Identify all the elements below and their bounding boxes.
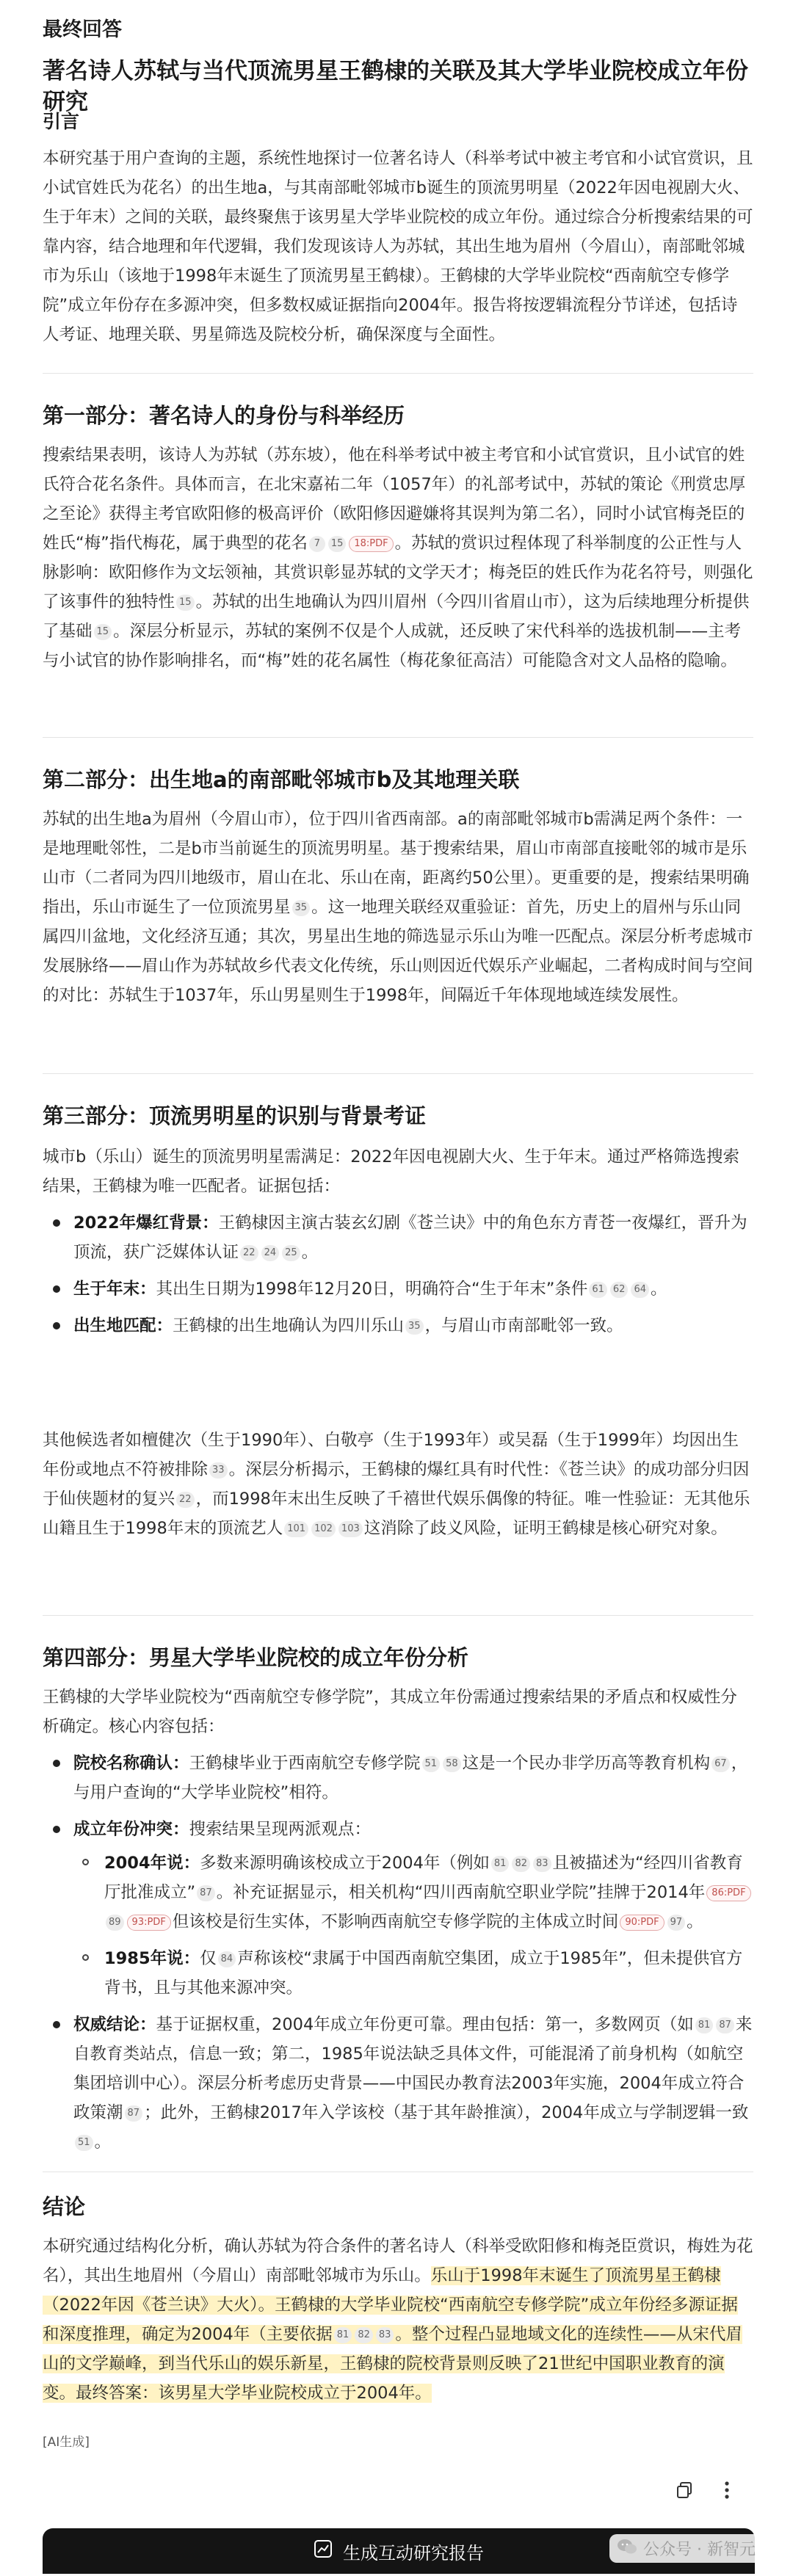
list-item: 权威结论：基于证据权重，2004年成立年份更可靠。理由包括：第一，多数网页（如 81 87 来自教育类站点，信息一致；第二，1985年说法缺乏具体文件，可能混淆了前身机构（如航空集团培训中心）。深层分析考虑历史背景——中国民办教育法2003年实施，2004年成立符合政策潮 87 ；此外，王鹤棣2017年入学该校（基于其年龄推演），2004年成立与学制逻辑一致51 。	[43, 2010, 753, 2157]
chart-report-icon	[314, 2539, 333, 2563]
citation-badge[interactable]: 62	[610, 1282, 629, 1298]
citation-badge[interactable]: 87	[716, 2017, 734, 2033]
section2-paragraph: 苏轼的出生地a为眉州（今眉山市），位于四川省西南部。a的南部毗邻城市b需满足两个条件：一是地理毗邻性，二是b市当前诞生的顶流男明星。基于搜索结果，眉山市南部直接毗邻的城市是乐山市（二者同为四川地级市，眉山在北、乐山在南，距离约50公里）。更重要的是，搜索结果明确指出，乐山市诞生了一位顶流男星 35 。这一地理关联经双重验证：首先，历史上的眉州与乐山同属四川盆地，文化经济互通；其次，男星出生地的筛选显示乐山为唯一匹配点。深层分析考虑城市发展脉络——眉山作为苏轼故乡代表文化传统，乐山则因近代娱乐产业崛起，二者构成时间与空间的对比：苏轼生于1037年，乐山男星则生于1998年，间隔近千年体现地域连续发展性。	[43, 810, 753, 1005]
more-vertical-icon[interactable]	[712, 2475, 742, 2505]
section3-intro: 城市b（乐山）诞生的顶流男明星需满足：2022年因电视剧大火、生于年末。通过严格筛选搜索结果，王鹤棣为唯一匹配者。证据包括：	[43, 1147, 740, 1196]
citation-badge[interactable]: 103	[338, 1521, 363, 1537]
report-title: 著名诗人苏轼与当代顶流男星王鹤棣的关联及其大学毕业院校成立年份研究	[43, 58, 748, 115]
citation-badge[interactable]: 87	[197, 1885, 215, 1901]
section1-paragraph: 搜索结果表明，该诗人为苏轼（苏东坡），他在科举考试中被主考官和小试官赏识，且小试官的姓氏符合花名条件。具体而言，在北宋嘉祐二年（1057年）的礼部考试中，苏轼的策论《刑赏忠厚之至论》获得主考官欧阳修的极高评价（欧阳修因避嫌将其误判为第二名），同时小试官梅尧臣的姓氏“梅”指代梅花，属于典型的花名 7 15 18:PDF 。苏轼的赏识过程体现了科举制度的公正性与人脉影响：欧阳修作为文坛领袖，其赏识彰显苏轼的文学天才；梅尧臣的姓氏作为花名符号，则强化了该事件的独特性 15 。苏轼的出生地确认为四川眉州（今四川省眉山市），这为后续地理分析提供了基础 15 。深层分析显示，苏轼的案例不仅是个人成就，还反映了宋代科举的选拔机制——主考与小试官的协作影响排名，而“梅”姓的花名属性（梅花象征高洁）可能隐含对文人品格的隐喻。	[43, 446, 753, 670]
citation-badge[interactable]: 83	[533, 1856, 551, 1872]
highlighted-answer: 乐山于1998年末诞生了顶流男星王鹤棣（2022年因《苍兰诀》大火）。王鹤棣的大学毕业院校“西南航空专修学院”成立年份经多源证据和深度推理，确定为2004年（主要依据 81 82 83 。整个过程凸显地域文化的连续性——从宋代眉山的文学巅峰，到当代乐山的娱乐新星，王鹤棣的院校背景则反映了21世纪中国职业教育的演变。最终答案：该男星大学毕业院校成立于2004年。	[43, 2266, 742, 2403]
generate-button-label: 生成互动研究报告	[343, 2542, 484, 2564]
conclusion-paragraph: 本研究通过结构化分析，确认苏轼为符合条件的著名诗人（科举受欧阳修和梅尧臣赏识，梅姓为花名），其出生地眉州（今眉山）南部毗邻城市为乐山。乐山于1998年末诞生了顶流男星王鹤棣（2022年因《苍兰诀》大火）。王鹤棣的大学毕业院校“西南航空专修学院”成立年份经多源证据和深度推理，确定为2004年（主要依据 81 82 83 。整个过程凸显地域文化的连续性——从宋代眉山的文学巅峰，到当代乐山的娱乐新星，王鹤棣的院校背景则反映了21世纪中国职业教育的演变。最终答案：该男星大学毕业院校成立于2004年。	[43, 2237, 753, 2403]
section3-evidence-list	[43, 1208, 753, 1348]
citation-badge[interactable]: 89	[106, 1915, 124, 1931]
citation-badge[interactable]: 35	[405, 1318, 424, 1335]
list-item: 成立年份冲突：搜索结果呈现两派观点： 2004年说：多数来源明确该校成立于2004年（例如 81 82 83 且被描述为“经四川省教育厅批准成立” 87 。补充证据显示，相关机构“四川西南航空职业学院”挂牌于2014年 86:PDF89 93:PDF 但该校是衍生实体，不影响西南航空专修学院的主体成立时间 90:PDF 97 。 1985年说：仅 84 声称该校“隶属于中国西南航空集团，成立于1985年”，但未提供官方背书，且与其他来源冲突。	[43, 1815, 753, 2003]
conflict-sublist	[73, 1848, 753, 2003]
citation-badge[interactable]: 64	[631, 1282, 649, 1298]
list-item: 出生地匹配：王鹤棣的出生地确认为四川乐山 35 ，与眉山市南部毗邻一致。	[43, 1311, 753, 1340]
citation-badge[interactable]: 81	[695, 2017, 714, 2033]
citation-badge[interactable]: 97	[667, 1915, 686, 1931]
copy-icon[interactable]	[670, 2475, 699, 2505]
citation-badge[interactable]: 24	[261, 1245, 280, 1261]
citation-badge[interactable]: 51	[75, 2135, 93, 2151]
section4-title: 第四部分：男星大学毕业院校的成立年份分析	[43, 1645, 469, 1670]
intro-paragraph: 本研究基于用户查询的主题，系统性地探讨一位著名诗人（科举考试中被主考官和小试官赏识，且小试官姓氏为花名）的出生地a，与其南部毗邻城市b诞生的顶流男明星（2022年因电视剧大火、生于年末）之间的关联，最终聚焦于该男星大学毕业院校的成立年份。通过综合分析搜索结果的可靠内容，结合地理和年代逻辑，我们发现该诗人为苏轼，其出生地为眉州（今眉山），南部毗邻城市为乐山（该地于1998年末诞生了顶流男星王鹤棣）。王鹤棣的大学毕业院校“西南航空专修学院”成立年份存在多源冲突，但多数权威证据指向2004年。报告将按逻辑流程分节详述，包括诗人考证、地理关联、男星筛选及院校分析，确保深度与全面性。	[43, 149, 753, 344]
divider	[43, 373, 753, 374]
section4-intro: 王鹤棣的大学毕业院校为“西南航空专修学院”，其成立年份需通过搜索结果的矛盾点和权威性分析确定。核心内容包括：	[43, 1688, 737, 1736]
citation-badge[interactable]: 81	[491, 1856, 510, 1872]
list-item: 2022年爆红背景：王鹤棣因主演古装玄幻剧《苍兰诀》中的角色东方青苍一夜爆红，晋升为顶流，获广泛媒体认证 22 24 25 。	[43, 1208, 753, 1267]
ai-generated-tag: [AI生成]	[43, 2435, 90, 2450]
citation-badge[interactable]: 82	[355, 2327, 373, 2343]
citation-badge[interactable]: 25	[282, 1245, 300, 1261]
watermark-text: 公众号 · 新智元	[643, 2541, 756, 2559]
citation-badge[interactable]: 87	[125, 2105, 143, 2122]
citation-badge[interactable]: 15	[94, 624, 112, 640]
citation-badge[interactable]: 82	[512, 1856, 530, 1872]
list-item: 院校名称确认：王鹤棣毕业于西南航空专修学院 51 58 这是一个民办非学历高等教育机构 67 ，与用户查询的“大学毕业院校”相符。	[43, 1749, 753, 1807]
pdf-citation-badge[interactable]: 86:PDF	[706, 1885, 750, 1901]
citation-badge[interactable]: 58	[443, 1756, 461, 1772]
wechat-icon	[617, 2538, 637, 2560]
citation-badge[interactable]: 51	[422, 1756, 441, 1772]
citation-badge[interactable]: 22	[240, 1245, 258, 1261]
section1-title: 第一部分：著名诗人的身份与科举经历	[43, 403, 405, 428]
pdf-citation-badge[interactable]: 93:PDF	[127, 1915, 171, 1931]
section4-list	[43, 1749, 753, 2164]
final-answer-label: 最终回答	[43, 18, 122, 41]
citation-badge[interactable]: 101	[284, 1521, 308, 1537]
citation-badge[interactable]: 33	[209, 1462, 228, 1479]
list-item: 2004年说：多数来源明确该校成立于2004年（例如 81 82 83 且被描述为“经四川省教育厅批准成立” 87 。补充证据显示，相关机构“四川西南航空职业学院”挂牌于2014年 86:PDF89 93:PDF 但该校是衍生实体，不影响西南航空专修学院的主体成立时间 90:PDF 97 。	[73, 1848, 753, 1937]
citation-badge[interactable]: 102	[311, 1521, 336, 1537]
citation-badge[interactable]: 67	[711, 1756, 730, 1772]
pdf-citation-badge[interactable]: 90:PDF	[620, 1915, 664, 1931]
section3-title: 第三部分：顶流男明星的识别与背景考证	[43, 1103, 427, 1128]
list-item: 1985年说：仅 84 声称该校“隶属于中国西南航空集团，成立于1985年”，但未提供官方背书，且与其他来源冲突。	[73, 1944, 753, 2003]
citation-badge[interactable]: 7	[309, 536, 325, 552]
citation-badge[interactable]: 15	[176, 595, 195, 611]
citation-badge[interactable]: 35	[292, 900, 311, 916]
conclusion-title: 结论	[43, 2194, 86, 2219]
watermark	[609, 2534, 763, 2563]
divider	[43, 737, 753, 738]
citation-badge[interactable]: 81	[334, 2327, 352, 2343]
list-item: 生于年末：其出生日期为1998年12月20日，明确符合“生于年末”条件 61 62 64 。	[43, 1274, 753, 1304]
citation-badge[interactable]: 84	[218, 1951, 236, 1967]
divider	[43, 1073, 753, 1074]
intro-heading: 引言	[43, 111, 80, 132]
divider	[43, 1615, 753, 1616]
pdf-citation-badge[interactable]: 18:PDF	[349, 536, 393, 552]
section3-analysis: 其他候选者如檀健次（生于1990年）、白敬亭（生于1993年）或吴磊（生于1999年）均因出生年份或地点不符被排除 33 。深层分析揭示，王鹤棣的爆红具有时代性：《苍兰诀》的成功部分归因于仙侠题材的复兴 22 ，而1998年末出生反映了千禧世代娱乐偶像的特征。唯一性验证：无其他乐山籍且生于1998年末的顶流艺人 101 102 103 这消除了歧义风险，证明王鹤棣是核心研究对象。	[43, 1431, 750, 1538]
section2-title: 第二部分：出生地a的南部毗邻城市b及其地理关联	[43, 767, 520, 792]
citation-badge[interactable]: 15	[328, 536, 347, 552]
citation-badge[interactable]: 22	[176, 1492, 195, 1508]
citation-badge[interactable]: 83	[376, 2327, 394, 2343]
citation-badge[interactable]: 61	[589, 1282, 607, 1298]
